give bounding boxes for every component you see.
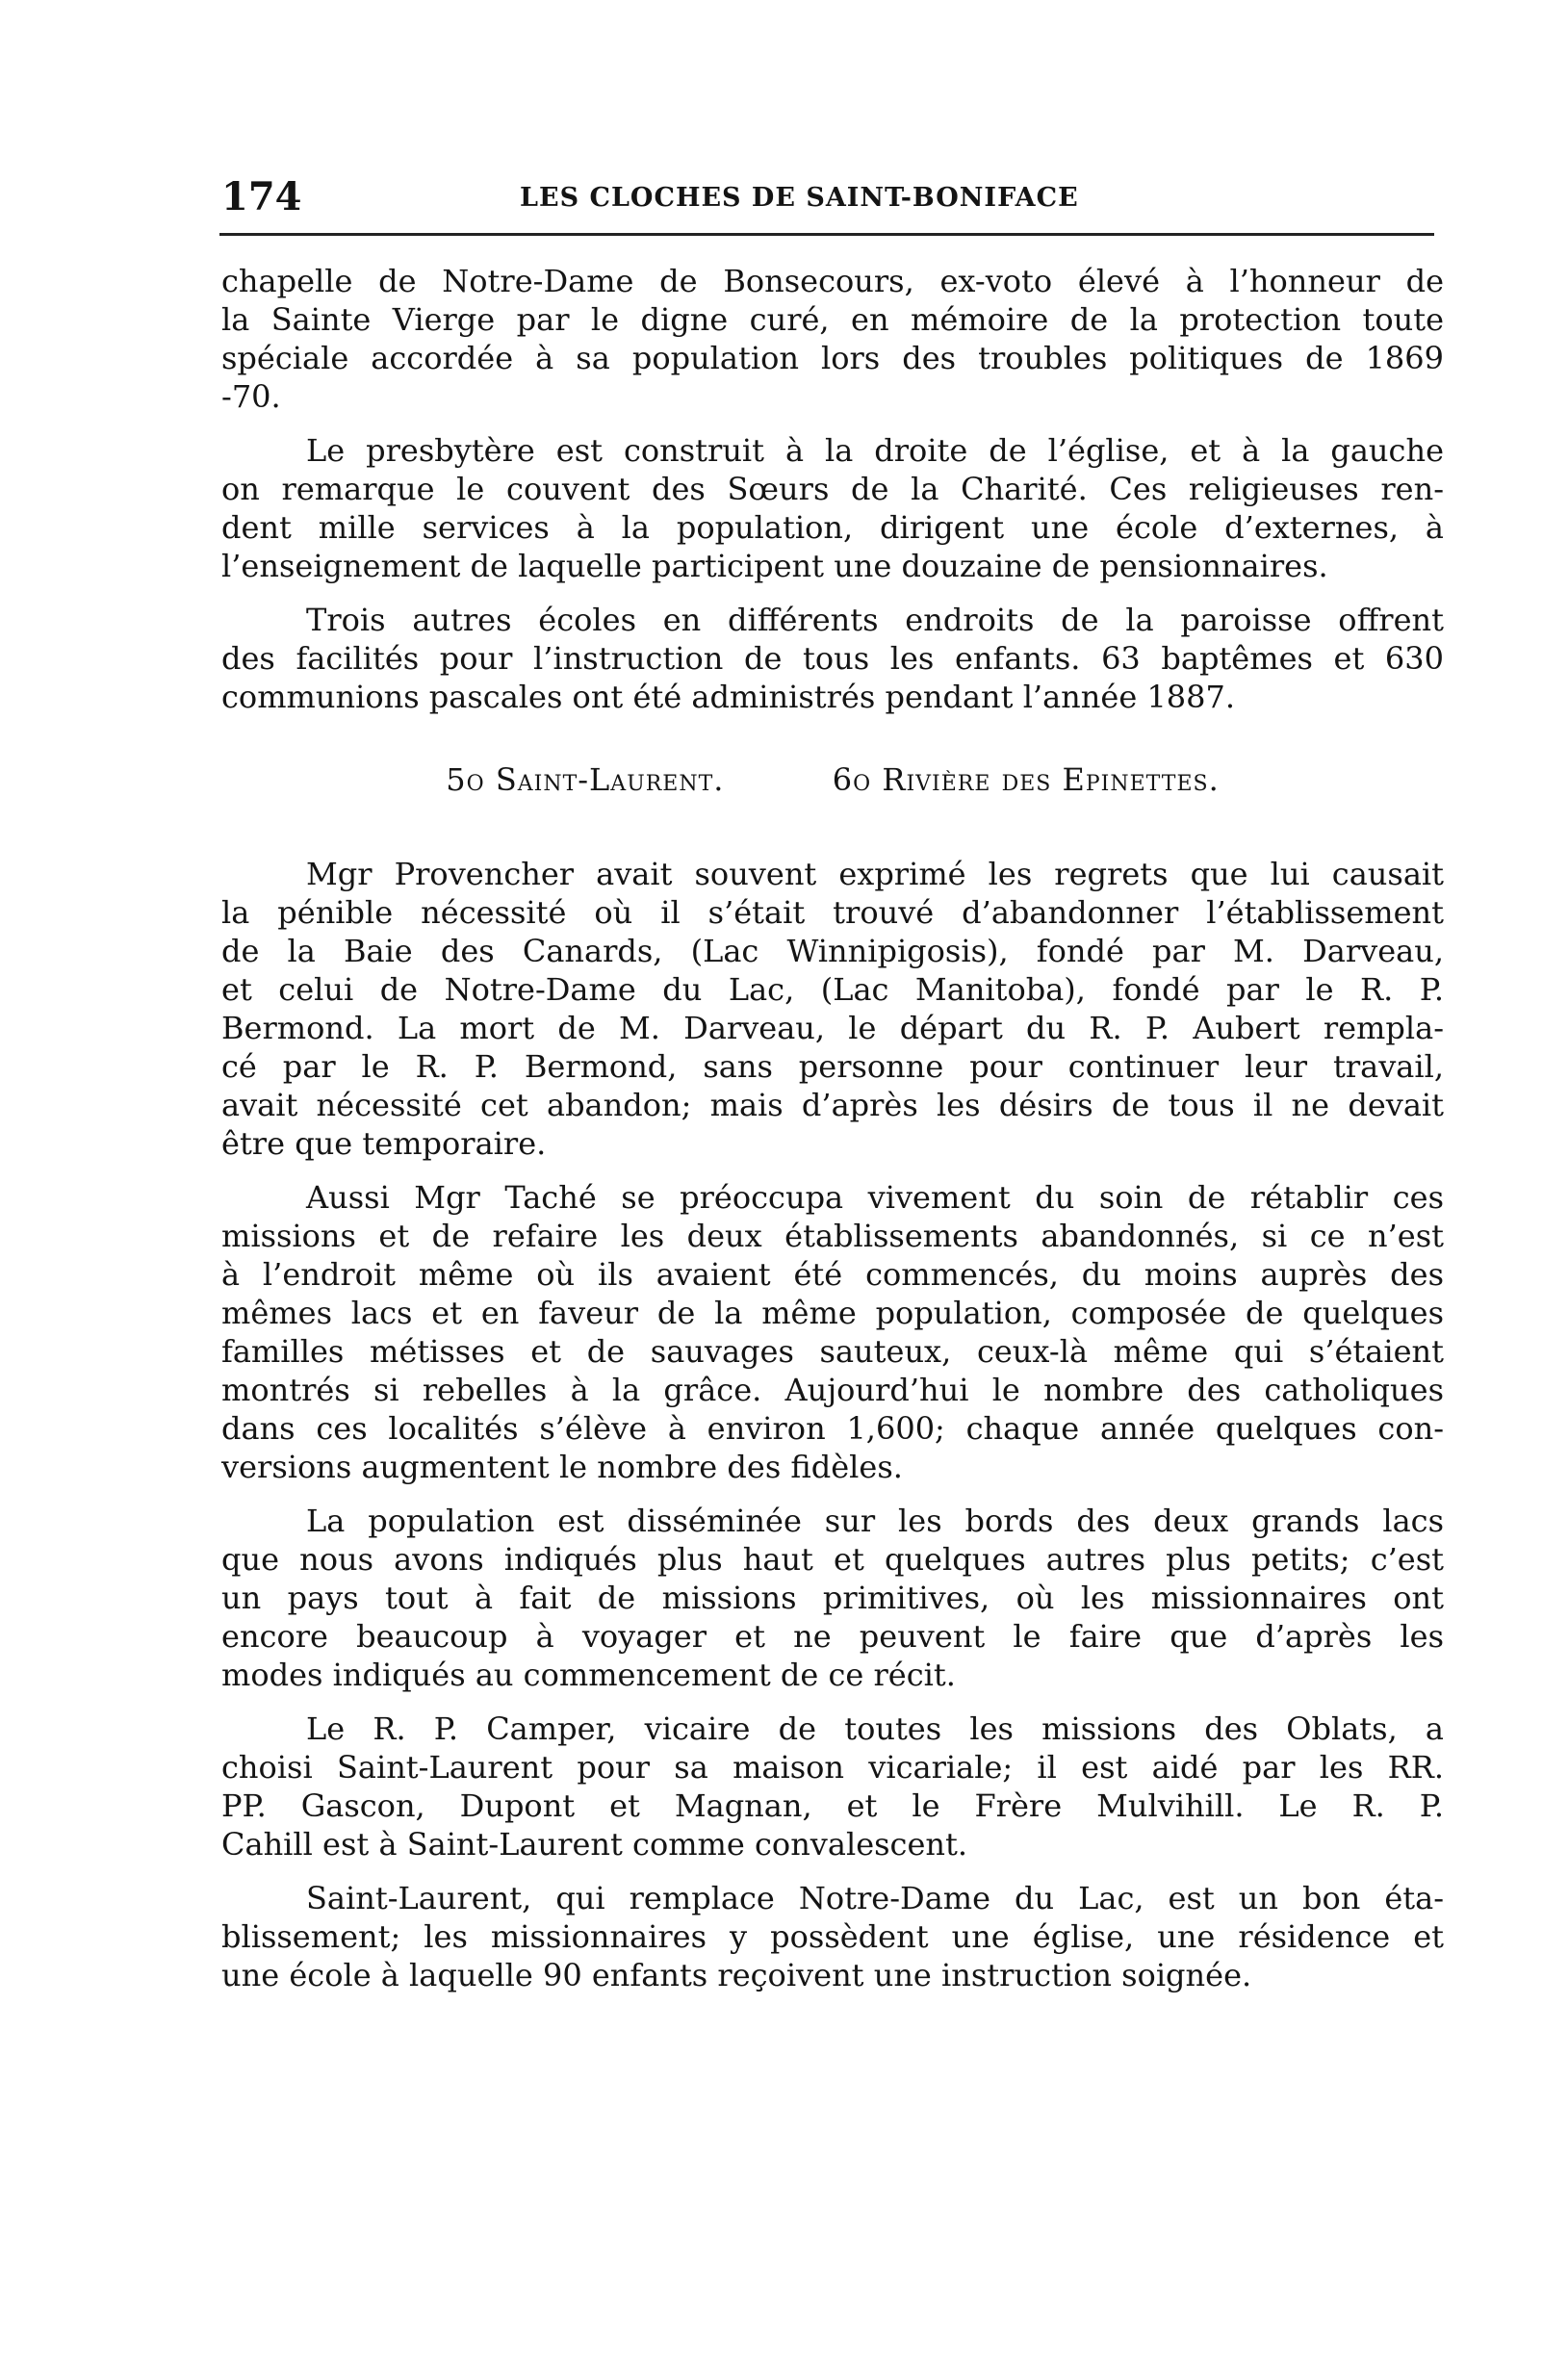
text-line: chapelle de Notre-Dame de Bonsecours, ex-voto élevé à l’honneur de xyxy=(221,263,1444,299)
text-line: un pays tout à fait de missions primitives, où les missionnaires ont xyxy=(221,1580,1444,1616)
paragraph xyxy=(221,1502,1444,1694)
text-line: l’enseignement de laquelle participent une douzaine de pensionnaires. xyxy=(221,548,1328,584)
section-heading xyxy=(221,760,1444,799)
text-line: blissement; les missionnaires y possèdent une église, une résidence et xyxy=(221,1918,1444,1955)
text-line: Trois autres écoles en différents endroits de la paroisse offrent xyxy=(306,602,1444,638)
text-line: Saint-Laurent, qui remplace Notre-Dame du Lac, est un bon éta- xyxy=(306,1880,1444,1916)
text-line: Aussi Mgr Taché se préoccupa vivement du soin de rétablir ces xyxy=(306,1179,1444,1216)
text-line: avait nécessité cet abandon; mais d’après les désirs de tous il ne devait xyxy=(221,1087,1444,1123)
text-line: Mgr Provencher avait souvent exprimé les regrets que lui causait xyxy=(306,856,1444,892)
page-header xyxy=(221,171,1434,223)
text-line: montrés si rebelles à la grâce. Aujourd’hui le nombre des catholiques xyxy=(221,1372,1444,1408)
text-line: spéciale accordée à sa population lors des troubles politiques de 1869 xyxy=(221,340,1444,376)
text-line: à l’endroit même où ils avaient été commencés, du moins auprès des xyxy=(221,1256,1444,1293)
text-line: des facilités pour l’instruction de tous les enfants. 63 baptêmes et 630 xyxy=(221,640,1444,677)
paragraph xyxy=(221,855,1444,1163)
text-line: encore beaucoup à voyager et ne peuvent le faire que d’après les xyxy=(221,1618,1444,1655)
text-line: et celui de Notre-Dame du Lac, (Lac Manitoba), fondé par le R. P. xyxy=(221,971,1444,1008)
text-line: familles métisses et de sauvages sauteux, ceux-là même qui s’étaient xyxy=(221,1333,1444,1370)
paragraph xyxy=(221,1178,1444,1486)
paragraphs-top xyxy=(221,262,1444,716)
text-line: versions augmentent le nombre des fidèles. xyxy=(221,1449,903,1485)
paragraph xyxy=(221,1879,1444,1994)
paragraph xyxy=(221,262,1444,416)
text-line: dans ces localités s’élève à environ 1,600; chaque année quelques con- xyxy=(221,1410,1444,1447)
text-line: communions pascales ont été administrés pendant l’année 1887. xyxy=(221,679,1236,715)
paragraphs-bottom xyxy=(221,855,1444,1994)
text-line: la pénible nécessité où il s’était trouvé d’abandonner l’établissement xyxy=(221,894,1444,931)
text-line: Bermond. La mort de M. Darveau, le départ du R. P. Aubert rempla- xyxy=(221,1010,1444,1046)
text-line: être que temporaire. xyxy=(221,1125,547,1162)
paragraph xyxy=(221,1709,1444,1864)
text-line: mêmes lacs et en faveur de la même population, composée de quelques xyxy=(221,1295,1444,1331)
section-heading-left: 5o Saint-Laurent. xyxy=(446,761,725,798)
text-line: La population est disséminée sur les bords des deux grands lacs xyxy=(306,1503,1444,1539)
page-number: 174 xyxy=(221,174,302,219)
text-line: PP. Gascon, Dupont et Magnan, et le Frère Mulvihill. Le R. P. xyxy=(221,1787,1444,1824)
header-rule xyxy=(219,233,1434,236)
text-line: de la Baie des Canards, (Lac Winnipigosis), fondé par M. Darveau, xyxy=(221,933,1444,969)
text-line: -70. xyxy=(221,378,281,415)
text-line: Le R. P. Camper, vicaire de toutes les missions des Oblats, a xyxy=(306,1710,1444,1747)
text-line: choisi Saint-Laurent pour sa maison vicariale; il est aidé par les RR. xyxy=(221,1749,1444,1786)
text-line: missions et de refaire les deux établissements abandonnés, si ce n’est xyxy=(221,1218,1444,1254)
text-line: que nous avons indiqués plus haut et quelques autres plus petits; c’est xyxy=(221,1541,1444,1578)
section-heading-right: 6o Rivière des Epinettes. xyxy=(832,761,1220,798)
text-line: on remarque le couvent des Sœurs de la Charité. Ces religieuses ren- xyxy=(221,471,1444,507)
text-line: dent mille services à la population, dirigent une école d’externes, à xyxy=(221,509,1444,546)
text-line: Cahill est à Saint-Laurent comme convalescent. xyxy=(221,1826,968,1863)
body-text xyxy=(221,262,1444,2010)
text-line: une école à laquelle 90 enfants reçoivent une instruction soignée. xyxy=(221,1957,1252,1993)
text-line: la Sainte Vierge par le digne curé, en mémoire de la protection toute xyxy=(221,301,1444,338)
running-title: LES CLOCHES DE SAINT-BONIFACE xyxy=(520,183,1079,213)
paragraph xyxy=(221,431,1444,585)
text-line: cé par le R. P. Bermond, sans personne pour continuer leur travail, xyxy=(221,1048,1444,1085)
text-line: Le presbytère est construit à la droite de l’église, et à la gauche xyxy=(306,432,1444,469)
text-line: modes indiqués au commencement de ce récit. xyxy=(221,1657,956,1693)
paragraph xyxy=(221,601,1444,716)
